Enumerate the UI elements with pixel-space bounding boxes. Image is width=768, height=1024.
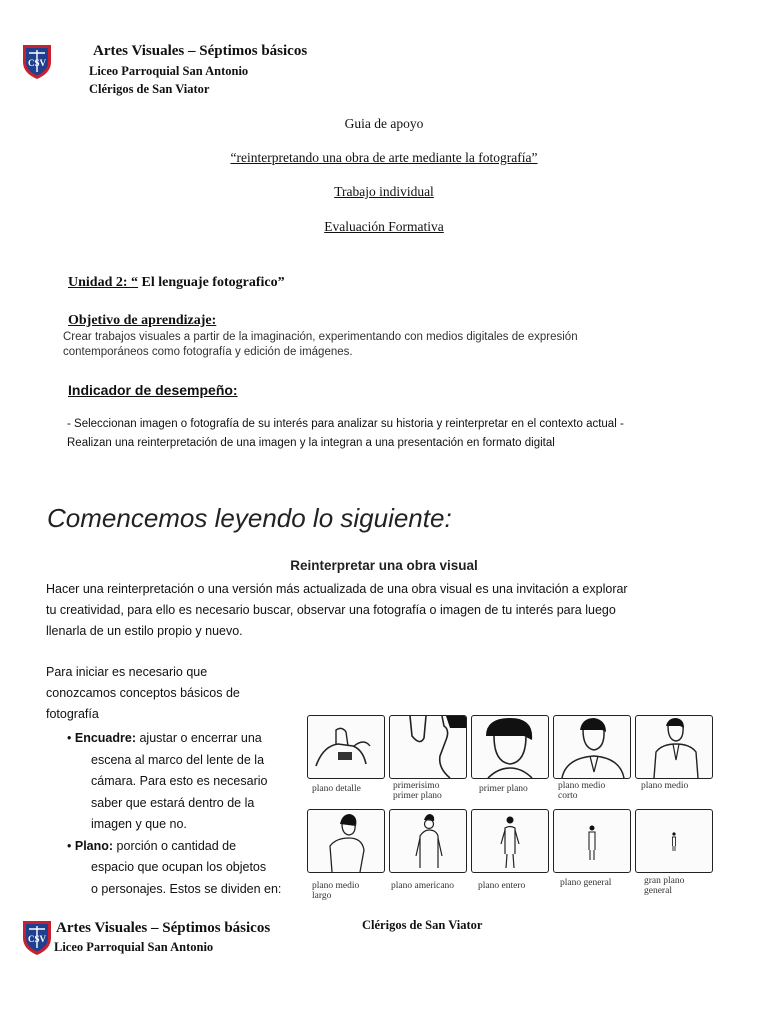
shot-label-american: plano americano <box>391 881 455 891</box>
svg-text:CSV: CSV <box>27 58 47 68</box>
shot-label-line: gran plano <box>644 876 685 886</box>
shot-label-line: general <box>644 886 672 896</box>
half-figure-illustration <box>308 810 384 872</box>
shot-label-wide-general <box>644 876 684 896</box>
unit-name: El lenguaje fotografico” <box>138 275 285 290</box>
bullet-text: escena al marco del lente de la <box>91 752 265 767</box>
indicator-line-1: - Seleccionan imagen o fotografía de su interés para analizar su historia y reinterpretar en el contexto actual - <box>67 418 624 430</box>
intro-heading: Comencemos leyendo lo siguiente: <box>47 503 452 533</box>
section-title: Reinterpretar una obra visual <box>290 558 478 573</box>
bullet-text: o personajes. Estos se dividen en: <box>91 881 282 896</box>
header-school: Liceo Parroquial San Antonio <box>89 64 249 78</box>
knee-figure-illustration <box>390 810 466 872</box>
unit-line <box>68 275 285 291</box>
shot-panel-closeup <box>471 715 549 779</box>
footer-congregation: Clérigos de San Viator <box>362 918 483 932</box>
shot-label-general: plano general <box>560 878 612 888</box>
bullet-text: porción o cantidad de <box>113 838 237 853</box>
shot-panel-medium <box>635 715 713 779</box>
paragraph-1-line-3: llenarla de un estilo propio y nuevo. <box>46 624 243 638</box>
bullet-text: ajustar o encerrar una <box>136 731 262 745</box>
shot-label-line: plano medio <box>558 781 606 791</box>
bullet-dot: • <box>67 838 75 853</box>
paragraph-2-line-3: fotografía <box>46 707 99 721</box>
guide-title: Guia de apoyo <box>344 116 424 131</box>
bullet-term-plano: Plano: <box>74 838 114 853</box>
bust-illustration <box>554 716 630 778</box>
shot-label-line: corto <box>558 791 578 801</box>
objective-line-1: Crear trabajos visuales a partir de la imaginación, experimentando con medios digitales de expresión <box>63 331 578 343</box>
shot-panel-detail <box>307 715 385 779</box>
objective-heading: Objetivo de aprendizaje: <box>68 313 217 328</box>
head-illustration <box>472 716 548 778</box>
evaluation-type: Evaluación Formativa <box>324 219 444 234</box>
work-mode: Trabajo individual <box>334 184 434 199</box>
header-congregation: Clérigos de San Viator <box>89 82 210 96</box>
bullet-text: imagen y que no. <box>91 817 187 831</box>
shot-label-closeup: primer plano <box>479 784 528 794</box>
bullet-text: saber que estará dentro de la <box>91 795 255 810</box>
shot-panel-full <box>471 809 549 873</box>
paragraph-1-line-1: Hacer una reinterpretación o una versión más actualizada de una obra visual es una invitación a explorar <box>46 582 628 596</box>
torso-illustration <box>636 716 712 778</box>
school-crest-icon <box>21 42 53 80</box>
bullet-term-encuadre: Encuadre: <box>74 731 136 745</box>
footer-logo <box>21 918 53 956</box>
shot-label-line: primer plano <box>393 791 442 801</box>
bullet-encuadre <box>67 728 281 900</box>
indicator-line-2: Realizan una reinterpretación de una imagen y la integran a una presentación en formato digital <box>67 437 555 449</box>
paragraph-2-line-1: Para iniciar es necesario que <box>46 665 208 679</box>
bullet-dot: • <box>67 731 75 745</box>
shot-panel-wide-general <box>635 809 713 873</box>
objective-line-2: contemporáneos como fotografía y edición de imágenes. <box>63 346 353 358</box>
school-crest-icon <box>21 918 53 956</box>
paragraph-1-line-2: tu creatividad, para ello es necesario buscar, observar una fotografía o imagen de tu interés para luego <box>46 603 616 617</box>
unit-prefix: Unidad 2: “ <box>68 275 139 290</box>
hands-illustration <box>308 716 384 778</box>
shot-label-line: plano medio <box>312 881 360 891</box>
shot-panel-general <box>553 809 631 873</box>
shot-types-figure <box>305 713 710 908</box>
header-title: Artes Visuales – Séptimos básicos <box>93 43 308 59</box>
shot-panel-american <box>389 809 467 873</box>
tiny-figure-illustration <box>636 810 712 872</box>
bullet-text: cámara. Para esto es necesario <box>91 774 268 788</box>
shot-label-detail: plano detalle <box>312 784 361 794</box>
shot-label-medium-long <box>312 881 359 901</box>
shot-label-medium-closeup <box>558 781 605 801</box>
shot-label-line: largo <box>312 891 332 901</box>
face-illustration <box>390 716 466 778</box>
svg-text:CSV: CSV <box>27 934 47 944</box>
shot-label-line: primerisimo <box>393 781 440 791</box>
small-figure-illustration <box>554 810 630 872</box>
full-figure-illustration <box>472 810 548 872</box>
shot-label-full: plano entero <box>478 881 526 891</box>
paragraph-2-line-2: conozcamos conceptos básicos de <box>46 686 240 700</box>
guide-subtitle: “reinterpretando una obra de arte mediante la fotografía” <box>230 150 538 165</box>
shot-panel-extreme-closeup <box>389 715 467 779</box>
shot-label-medium: plano medio <box>641 781 689 791</box>
shot-panel-medium-closeup <box>553 715 631 779</box>
shot-panel-medium-long <box>307 809 385 873</box>
indicator-heading: Indicador de desempeño: <box>68 382 238 398</box>
header-logo <box>21 42 53 80</box>
footer-title: Artes Visuales – Séptimos básicos <box>56 920 271 936</box>
bullet-text: espacio que ocupan los objetos <box>91 860 267 874</box>
footer-school: Liceo Parroquial San Antonio <box>54 940 214 954</box>
shot-label-extreme-closeup <box>393 781 442 801</box>
